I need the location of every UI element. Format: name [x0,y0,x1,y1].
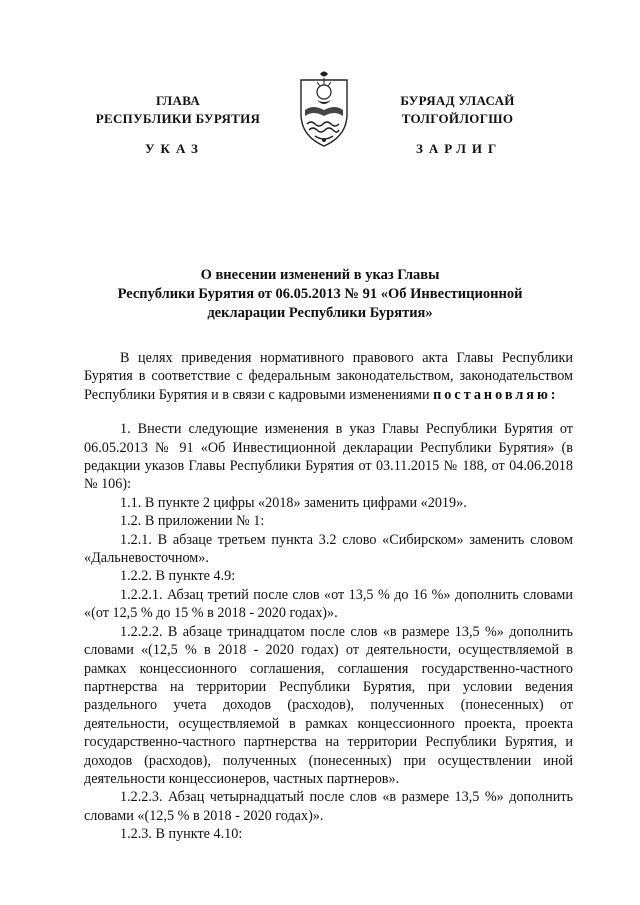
decree-label-ru: УКАЗ [145,141,204,156]
header-left-subtitle: РЕСПУБЛИКИ БУРЯТИЯ [95,111,261,126]
title-line-2: Республики Бурятия от 06.05.2013 № 91 «Об Инвестиционной [117,286,523,302]
clause-1-2-3: 1.2.3. В пункте 4.10: [120,826,243,843]
preamble-text: В целях приведения нормативного правового акта Главы Республики Бурятия в соответствие с федеральным законодательством, законодательством Республики Бурятия и в связи с кадровыми изменениями [84,350,573,403]
clause-1-2-2-1: 1.2.2.1. Абзац третий после слов «от 13,5 % до 16 %» дополнить словами «(от 12,5 % до 15 % в 2018 - 2020 годах)». [84,586,573,622]
document-body [84,349,573,844]
clause-1-2-1: 1.2.1. В абзаце третьем пункта 3.2 слово «Сибирском» заменить словом «Дальневосточном». [84,531,573,567]
title-line-1: О внесении изменений в указ Главы [200,267,440,283]
coat-of-arms-icon [293,70,355,150]
document-title [100,266,540,323]
clause-1-2-2: 1.2.2. В пункте 4.9: [120,568,236,585]
decree-label-bua: ЗАРЛИГ [416,141,503,156]
decree-verb: постановляю: [433,386,559,403]
header-left-block [78,92,278,128]
header-right-block [370,92,545,128]
clause-1-2-2-2: 1.2.2.2. В абзаце тринадцатом после слов «в размере 13,5 %» дополнить словами «(12,5 % в 2018 - 2020 годах) от деятельности, осуществляемой в рамках концессионного соглашения, соглашения государственно-частного партнерства на территории Республики Бурятия, при условии ведения раздельного учета доходов (расходов), полученных (понесенных) от деятельности, осуществляемой в рамках концессионного проекта, проекта государственно-частного партнерства на территории Республики Бурятия, и доходов (расходов), полученных (понесенных) при осуществлении иной деятельности концессионеров, частных партнеров». [84,623,573,787]
clause-1-2-2-3: 1.2.2.3. Абзац четырнадцатый после слов «в размере 13,5 %» дополнить словами «(12,5 % в 2018 - 2020 годах)». [84,789,573,824]
header-left-title: ГЛАВА [155,93,201,108]
clause-1-1: 1.1. В пункте 2 цифры «2018» заменить цифрами «2019». [120,494,467,511]
clause-1-2: 1.2. В приложении № 1: [120,513,265,530]
clause-1: 1. Внести следующие изменения в указ Главы Республики Бурятия от 06.05.2013 № 91 «Об Инвестиционной декларации Республики Бурятия» (в редакции указов Главы Республики Бурятия от 03.11.2015 № 188, от 04.06.2018 № 106): [84,421,573,493]
preamble-paragraph [84,349,573,404]
header-right-title: БУРЯАД УЛАСАЙ [400,93,515,108]
title-line-3: декларации Республики Бурятия» [207,305,433,321]
header-right-subtitle: ТОЛГОЙЛОГШО [401,111,514,126]
